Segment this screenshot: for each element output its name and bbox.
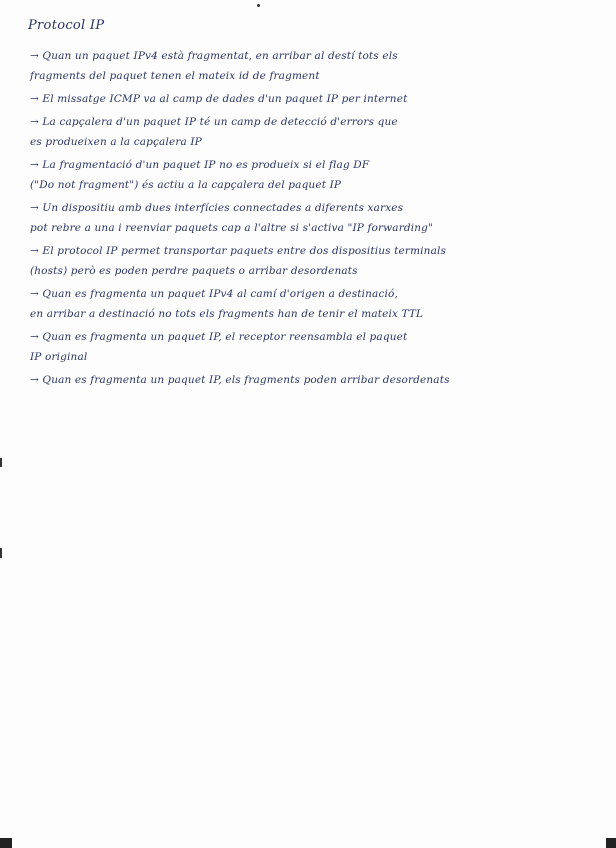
note-item: → El missatge ICMP va al camp de dades d'un paquet IP per internet bbox=[30, 93, 408, 105]
page-title: Protocol IP bbox=[28, 18, 105, 33]
note-item: → El protocol IP permet transportar paquets entre dos dispositius terminals (hosts) però es poden perdre paquets o arribar desordenats bbox=[30, 245, 447, 277]
note-item: → Quan es fragmenta un paquet IP, el receptor reensambla el paquet IP original bbox=[30, 331, 408, 363]
corner-mark bbox=[606, 838, 616, 848]
note-item: → La capçalera d'un paquet IP té un camp de detecció d'errors que es produeixen a la capçalera IP bbox=[30, 116, 398, 148]
note-item: → La fragmentació d'un paquet IP no es produeix si el flag DF ("Do not fragment") és actiu a la capçalera del paquet IP bbox=[30, 159, 370, 191]
note-item: → Un dispositiu amb dues interfícies connectades a diferents xarxes pot rebre a una i reenviar paquets cap a l'altre si s'activa "IP forwarding" bbox=[30, 202, 434, 234]
notes-list bbox=[30, 46, 602, 393]
corner-mark bbox=[0, 838, 12, 848]
edge-mark bbox=[0, 548, 2, 558]
ink-dot bbox=[257, 4, 260, 7]
note-item: → Quan es fragmenta un paquet IPv4 al camí d'origen a destinació, en arribar a destinació no tots els fragments han de tenir el mateix TTL bbox=[30, 288, 424, 320]
note-item: → Quan un paquet IPv4 està fragmentat, en arribar al destí tots els fragments del paquet tenen el mateix id de fragment bbox=[30, 50, 398, 82]
edge-mark bbox=[0, 458, 2, 467]
note-item: → Quan es fragmenta un paquet IP, els fragments poden arribar desordenats bbox=[30, 374, 450, 386]
